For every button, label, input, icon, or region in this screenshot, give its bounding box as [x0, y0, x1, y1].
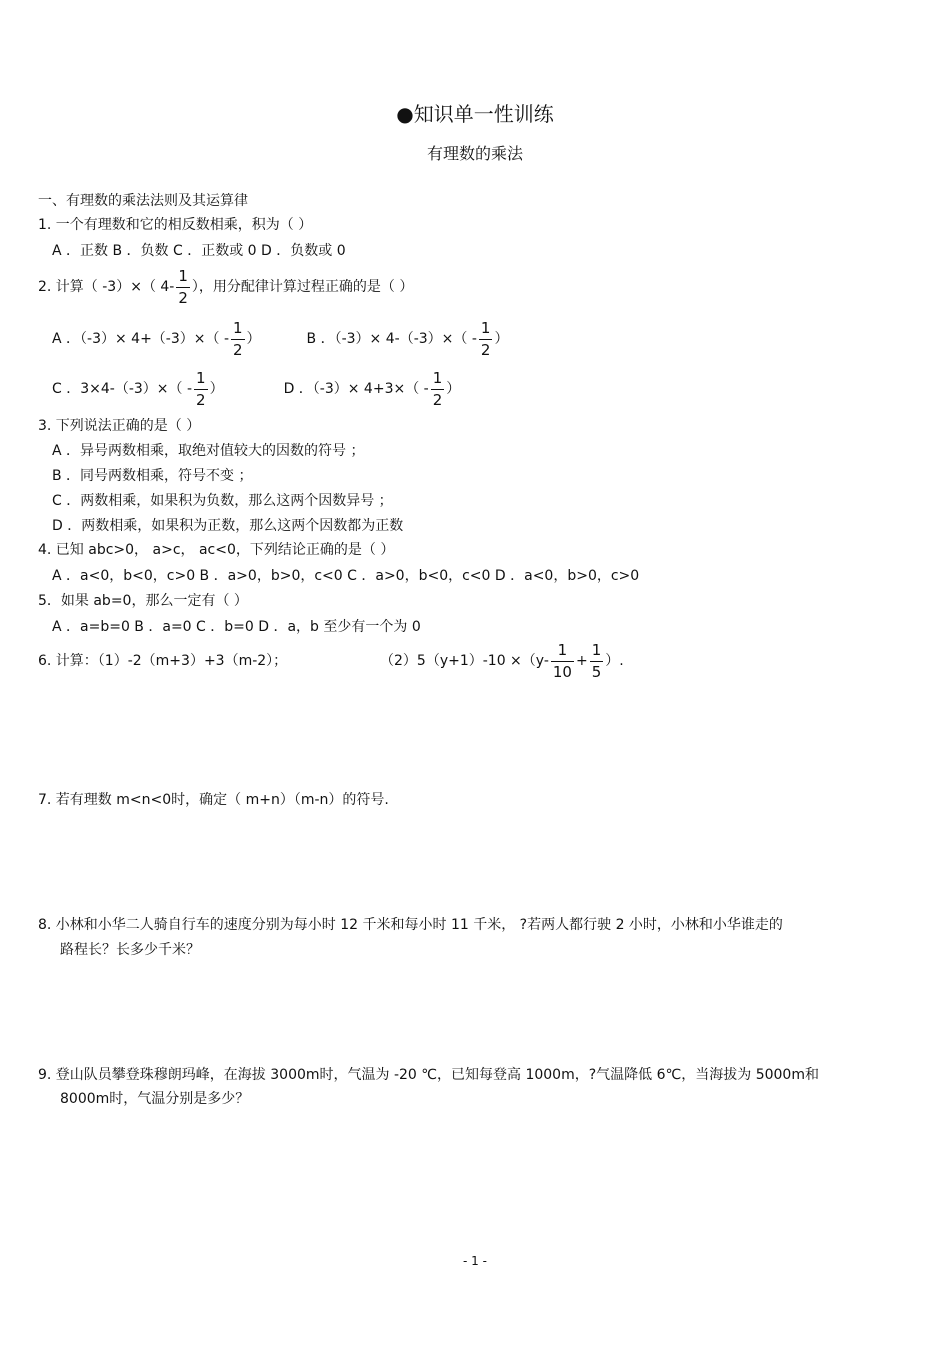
question-2-option-c: C ．3×4-（-3）×（ - $\frac{1}{2}$ ）	[52, 368, 224, 409]
question-2-option-a: A ．（-3）× 4+（-3）×（ - $\frac{1}{2}$ ）	[52, 318, 261, 359]
question-8-line-2: 路程长？长多少千米？	[60, 942, 200, 958]
fraction-one-half	[176, 266, 190, 307]
question-4-stem: 4. 已知 abc>0， a>c， ac<0，下列结论正确的是（ ）	[38, 542, 395, 558]
question-8-line-1: 8. 小林和小华二人骑自行车的速度分别为每小时 12 千米和每小时 11 千米， ?若两人都行驶 2 小时，小林和小华谁走的	[38, 917, 783, 933]
question-7-stem: 7. 若有理数 m<n<0时，确定（ m+n）（m-n）的符号.	[38, 792, 389, 808]
question-2-stem-start: 2. 计算（ -3）×（ 4-	[38, 279, 175, 295]
question-3-option-d: D ．两数相乘，如果积为正数，那么这两个因数都为正数	[52, 518, 404, 534]
question-4-options: A ．a<0，b<0，c>0 B ．a>0，b>0，c<0 C ．a>0，b<0，c<0 D ．a<0，b>0，c>0	[52, 568, 640, 584]
section-heading: 一、有理数的乘法法则及其运算律	[38, 193, 248, 209]
fraction-one-half: $\frac{1}{2}$	[432, 368, 443, 409]
question-1-options: A ．正数 B ．负数 C ．正数或 0 D ．负数或 0	[52, 243, 346, 259]
question-3-stem: 3. 下列说法正确的是（ ）	[38, 418, 201, 434]
question-2-options-cd	[52, 369, 460, 409]
question-2-stem	[38, 267, 413, 307]
page-subtitle: 有理数的乘法	[426, 144, 523, 163]
fraction-one-half: $\frac{1}{2}$	[233, 318, 243, 359]
question-2-option-d: D ．（-3）× 4+3×（ - $\frac{1}{2}$ ）	[283, 368, 461, 409]
question-2-option-b: B ．（-3）× 4-（-3）×（ - $\frac{1}{2}$ ）	[306, 318, 509, 359]
fraction-one-half: $\frac{1}{2}$	[480, 318, 491, 359]
question-1-stem: 1. 一个有理数和它的相反数相乘，积为（ ）	[38, 217, 313, 233]
page-number: - 1 -	[463, 1254, 487, 1268]
question-3-option-a: A ．异号两数相乘，取绝对值较大的因数的符号 ；	[52, 443, 365, 459]
question-2-options-ab	[52, 319, 508, 359]
question-3-option-c: C ．两数相乘，如果积为负数，那么这两个因数异号 ；	[52, 493, 393, 509]
fraction-one-half: $\frac{1}{2}$	[196, 368, 206, 409]
question-6-part-1: 6. 计算：（1）-2（m+3）+3（m-2）；	[38, 653, 288, 669]
question-5-options: A ．a=b=0 B ．a=0 C ．b=0 D ．a，b 至少有一个为 0	[52, 619, 421, 635]
fraction-numerator: 1	[178, 266, 188, 285]
fraction-denominator: 2	[178, 288, 188, 307]
question-9-line-2: 8000m时，气温分别是多少？	[60, 1091, 250, 1107]
question-2-stem-end: ），用分配律计算过程正确的是（ ）	[191, 279, 414, 295]
question-6-part-2: （2）5（y+1）-10 ×（y- $\frac{1}{10}$ + $\frac{1}{5}$ ）.	[380, 640, 624, 681]
fraction-one-tenth: $\frac{1}{10}$	[552, 640, 572, 681]
page-title: ●知识单一性训练	[396, 102, 554, 126]
fraction-one-fifth: $\frac{1}{5}$	[591, 640, 602, 681]
question-9-line-1: 9. 登山队员攀登珠穆朗玛峰，在海拔 3000m时，气温为 -20 ℃，已知每登高 1000m，?气温降低 6℃，当海拔为 5000m和	[38, 1067, 819, 1083]
question-5-stem: 5．如果 ab=0，那么一定有（ ）	[38, 593, 248, 609]
question-3-option-b: B ．同号两数相乘，符号不变 ；	[52, 468, 253, 484]
